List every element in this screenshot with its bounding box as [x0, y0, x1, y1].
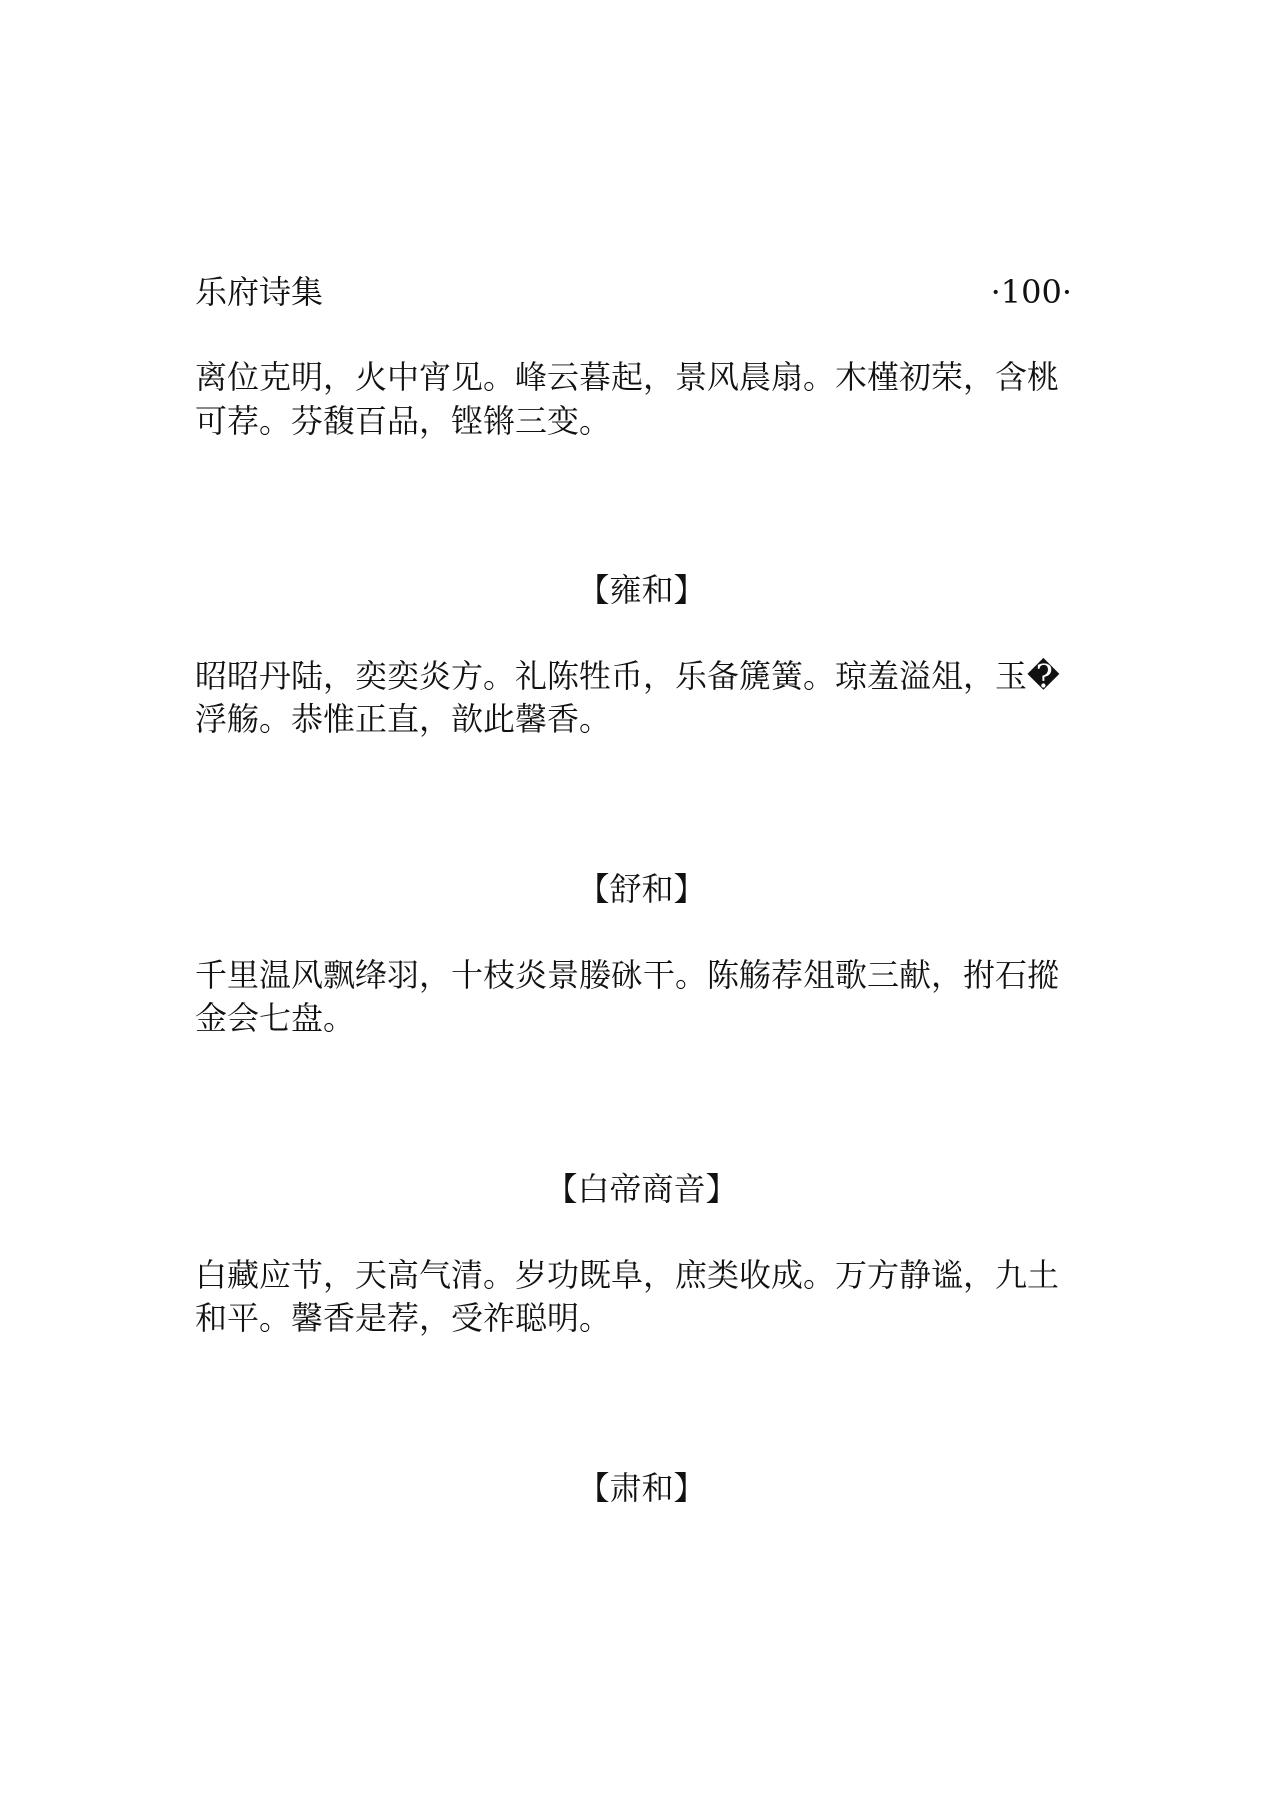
page-number: ·100· — [990, 273, 1072, 311]
section-heading: 【雍和】 — [577, 571, 706, 609]
verse-line: 和平。馨香是荐，受祚聪明。 — [195, 1299, 612, 1337]
verse-line: 白藏应节，天高气清。岁功既阜，庶类收成。万方静谧，九土 — [195, 1256, 1060, 1294]
verse-line: 千里温风飘绛羽，十枝炎景媵砯干。陈觞荐俎歌三献，拊石摐 — [195, 956, 1060, 994]
running-header-title: 乐府诗集 — [195, 273, 324, 311]
verse-line: 金会七盘。 — [195, 999, 356, 1037]
verse-line: 离位克明，火中宵见。峰云暮起，景风晨扇。木槿初荣，含桃 — [195, 358, 1060, 396]
section-heading: 【白帝商音】 — [545, 1170, 738, 1208]
section-heading: 【舒和】 — [577, 870, 706, 908]
verse-line: 昭昭丹陆，奕奕炎方。礼陈牲币，乐备篪簧。琼羞溢俎，玉� — [195, 657, 1060, 695]
section-heading: 【肃和】 — [577, 1469, 706, 1507]
verse-line: 浮觞。恭惟正直，歆此馨香。 — [195, 700, 612, 738]
verse-line: 可荐。芬馥百品，铿锵三变。 — [195, 402, 612, 440]
